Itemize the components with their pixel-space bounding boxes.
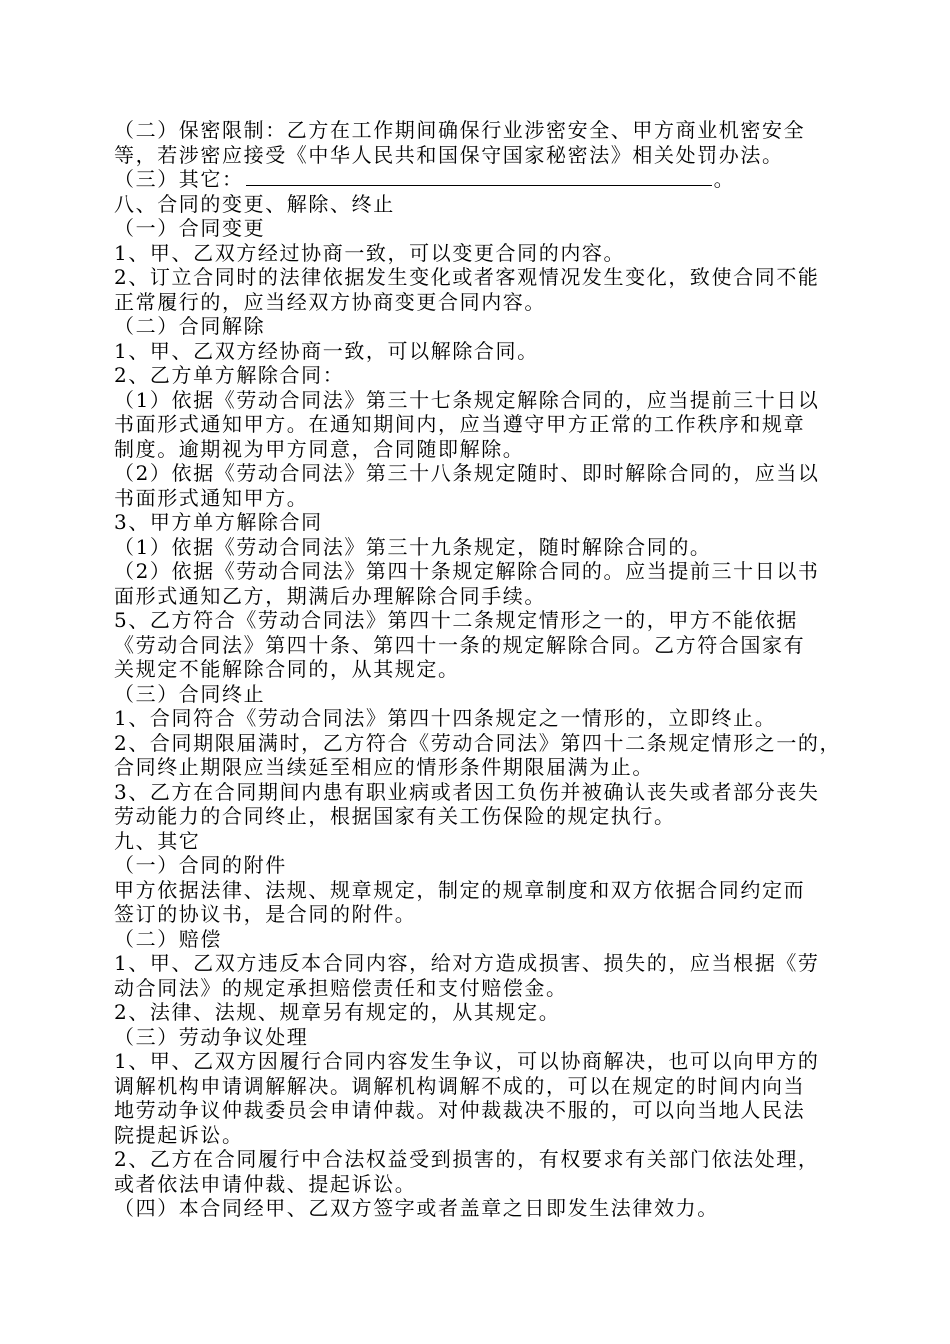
text-line: 等，若涉密应接受《中华人民共和国保守国家秘密法》相关处罚办法。 (114, 142, 784, 167)
text-line: （二）赔偿 (114, 926, 222, 951)
text-line: 1、甲、乙双方经协商一致，可以解除合同。 (114, 338, 539, 363)
text-line: （2）依据《劳动合同法》第三十八条规定随时、即时解除合同的，应当以 (114, 461, 820, 485)
text-line: 面形式通知乙方，期满后办理解除合同手续。 (114, 583, 546, 608)
text-line: （二）合同解除 (114, 314, 266, 338)
text-line: 书面形式通知甲方。在通知期间内，应当遵守甲方正常的工作秩序和规章 (114, 412, 806, 436)
text-line: 2、乙方在合同履行中合法权益受到损害的，有权要求有关部门依法处理， (114, 1147, 820, 1171)
text-line: 5、乙方符合《劳动合同法》第四十二条规定情形之一的，甲方不能依据 (114, 608, 798, 632)
contract-body (114, 118, 844, 1221)
other-clause-end: 。 (713, 167, 736, 191)
other-clause-label: （三）其它： (114, 167, 244, 191)
text-line: 或者依法申请仲裁、提起诉讼。 (114, 1171, 417, 1196)
text-line: 1、甲、乙双方经过协商一致，可以变更合同的内容。 (114, 240, 626, 265)
text-line: 3、甲方单方解除合同 (114, 510, 323, 534)
text-line: 调解机构申请调解解决。调解机构调解不成的，可以在规定的时间内向当 (114, 1073, 806, 1098)
text-line: 院提起诉讼。 (114, 1122, 244, 1147)
other-clause-line (114, 167, 844, 192)
text-line: 《劳动合同法》第四十条、第四十一条的规定解除合同。乙方符合国家有 (114, 632, 806, 657)
text-line: 动合同法》的规定承担赔偿责任和支付赔偿金。 (114, 975, 568, 1000)
text-line: 正常履行的，应当经双方协商变更合同内容。 (114, 289, 546, 314)
text-line: 1、甲、乙双方因履行合同内容发生争议，可以协商解决，也可以向甲方的 (114, 1049, 820, 1073)
text-line: 2、法律、法规、规章另有规定的，从其规定。 (114, 1000, 561, 1024)
text-line: （1）依据《劳动合同法》第三十九条规定，随时解除合同的。 (114, 534, 712, 559)
text-line: 签订的协议书，是合同的附件。 (114, 902, 417, 926)
text-line: 八、合同的变更、解除、终止 (114, 191, 395, 216)
fill-in-blank (246, 167, 712, 186)
text-line: 书面形式通知甲方。 (114, 485, 309, 510)
text-line: 1、甲、乙双方违反本合同内容，给对方造成损害、损失的，应当根据《劳 (114, 951, 820, 975)
text-line: （二）保密限制：乙方在工作期间确保行业涉密安全、甲方商业机密安全 (114, 118, 806, 142)
text-line: 合同终止期限应当续延至相应的情形条件期限届满为止。 (114, 755, 654, 779)
text-line: 甲方依据法律、法规、规章规定，制定的规章制度和双方依据合同约定而 (114, 877, 806, 902)
text-line: 1、合同符合《劳动合同法》第四十四条规定之一情形的，立即终止。 (114, 706, 777, 730)
text-line: 3、乙方在合同期间内患有职业病或者因工负伤并被确认丧失或者部分丧失 (114, 779, 820, 804)
text-line: （四）本合同经甲、乙双方签字或者盖章之日即发生法律效力。 (114, 1196, 719, 1220)
text-line: 2、乙方单方解除合同： (114, 363, 345, 387)
text-line: （1）依据《劳动合同法》第三十七条规定解除合同的，应当提前三十日以 (114, 387, 820, 412)
text-line: 劳动能力的合同终止，根据国家有关工伤保险的规定执行。 (114, 804, 676, 828)
text-line: （2）依据《劳动合同法》第四十条规定解除合同的。应当提前三十日以书 (114, 559, 820, 583)
text-line: （一）合同变更 (114, 216, 266, 240)
text-line: 九、其它 (114, 828, 201, 853)
text-line: 地劳动争议仲裁委员会申请仲裁。对仲裁裁决不服的，可以向当地人民法 (114, 1098, 806, 1122)
text-line: 制度。逾期视为甲方同意，合同随即解除。 (114, 436, 525, 461)
text-line: 关规定不能解除合同的，从其规定。 (114, 657, 460, 681)
text-line: （三）合同终止 (114, 681, 266, 706)
text-line: （三）劳动争议处理 (114, 1024, 309, 1049)
text-line: 2、订立合同时的法律依据发生变化或者客观情况发生变化，致使合同不能 (114, 265, 820, 289)
text-line: 2、合同期限届满时，乙方符合《劳动合同法》第四十二条规定情形之一的， (114, 730, 842, 755)
text-line: （一）合同的附件 (114, 853, 287, 877)
